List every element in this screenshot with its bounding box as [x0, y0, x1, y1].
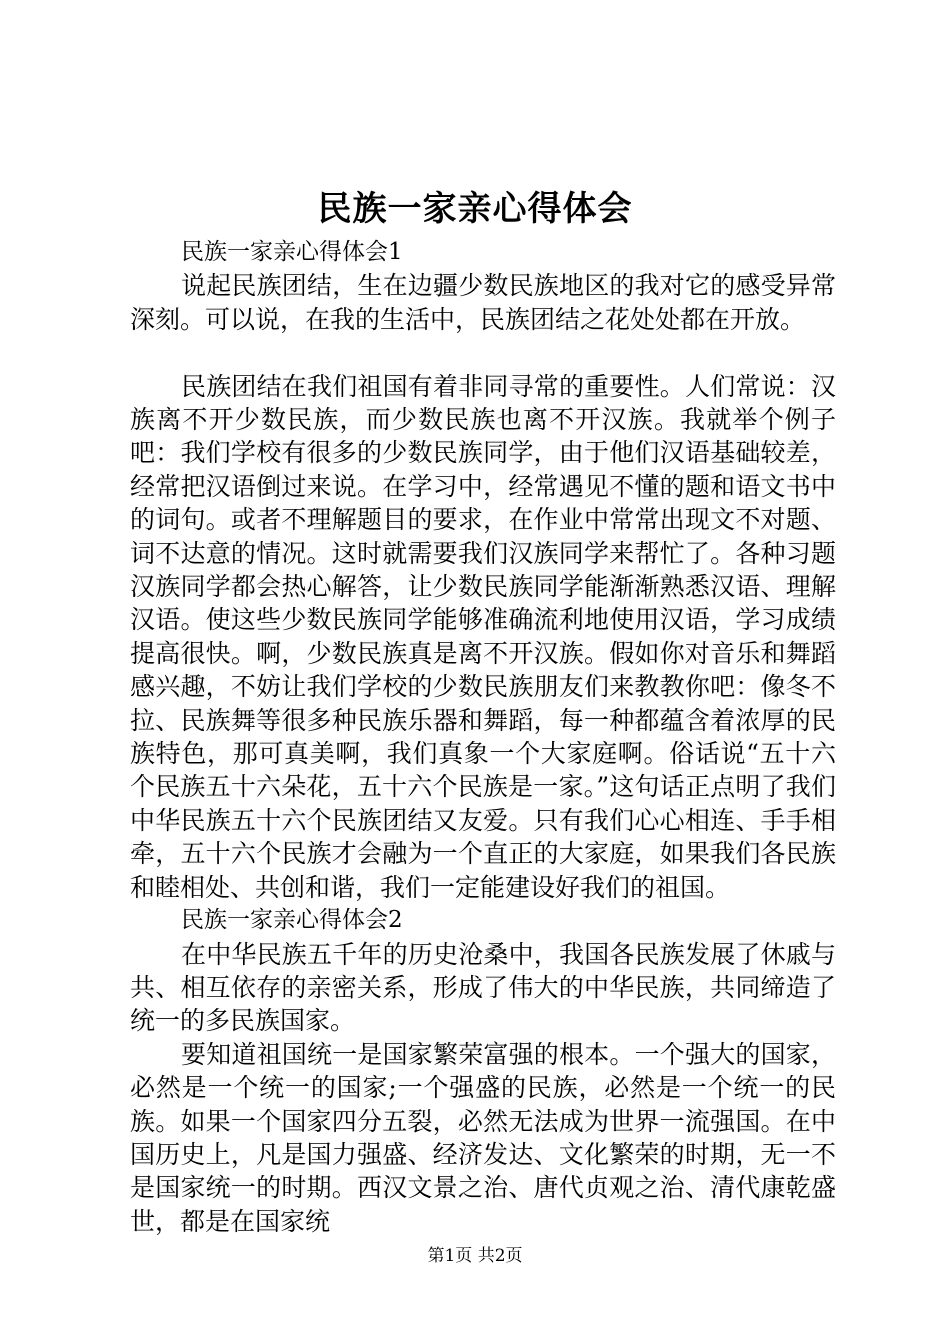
section-heading-2: 民族一家亲心得体会2	[181, 907, 403, 934]
paragraph: 说起民族团结，生在边疆少数民族地区的我对它的感受异常深刻。可以说，在我的生活中，民族团结之花处处都在开放。	[130, 271, 836, 334]
paragraph: 要知道祖国统一是国家繁荣富强的根本。一个强大的国家，必然是一个统一的国家;一个强盛的民族，必然是一个统一的民族。如果一个国家四分五裂，必然无法成为世界一流强国。在中国历史上，凡是国力强盛、经济发达、文化繁荣的时期，无一不是国家统一的时期。西汉文景之治、唐代贞观之治、清代康乾盛世，都是在国家统	[130, 1039, 836, 1236]
paragraph-spacer	[130, 336, 836, 369]
document-body	[130, 236, 836, 1238]
section-heading-1: 民族一家亲心得体会1	[181, 239, 403, 265]
page-number-footer: 第1页 共2页	[427, 1246, 523, 1266]
paragraph: 民族团结在我们祖国有着非同寻常的重要性。人们常说：汉族离不开少数民族，而少数民族也离不开汉族。我就举个例子吧：我们学校有很多的少数民族同学，由于他们汉语基础较差，经常把汉语倒过来说。在学习中，经常遇见不懂的题和语文书中的词句。或者不理解题目的要求，在作业中常常出现文不对题、词不达意的情况。这时就需要我们汉族同学来帮忙了。各种习题汉族同学都会热心解答，让少数民族同学能渐渐熟悉汉语、理解汉语。使这些少数民族同学能够准确流利地使用汉语，学习成绩提高很快。啊，少数民族真是离不开汉族。假如你对音乐和舞蹈感兴趣，不妨让我们学校的少数民族朋友们来教教你吧：像冬不拉、民族舞等很多种民族乐器和舞蹈，每一种都蕴含着浓厚的民族特色，那可真美啊，我们真象一个大家庭啊。俗话说“五十六个民族五十六朵花，五十六个民族是一家。”这句话正点明了我们中华民族五十六个民族团结又友爱。只有我们心心相连、手手相牵，五十六个民族才会融为一个直正的大家庭，如果我们各民族和睦相处、共创和谐，我们一定能建设好我们的祖国。	[130, 371, 836, 902]
document-title: 民族一家亲心得体会	[317, 189, 633, 229]
paragraph: 在中华民族五千年的历史沧桑中，我国各民族发展了休戚与共、相互依存的亲密关系，形成了伟大的中华民族，共同缔造了统一的多民族国家。	[130, 939, 836, 1036]
